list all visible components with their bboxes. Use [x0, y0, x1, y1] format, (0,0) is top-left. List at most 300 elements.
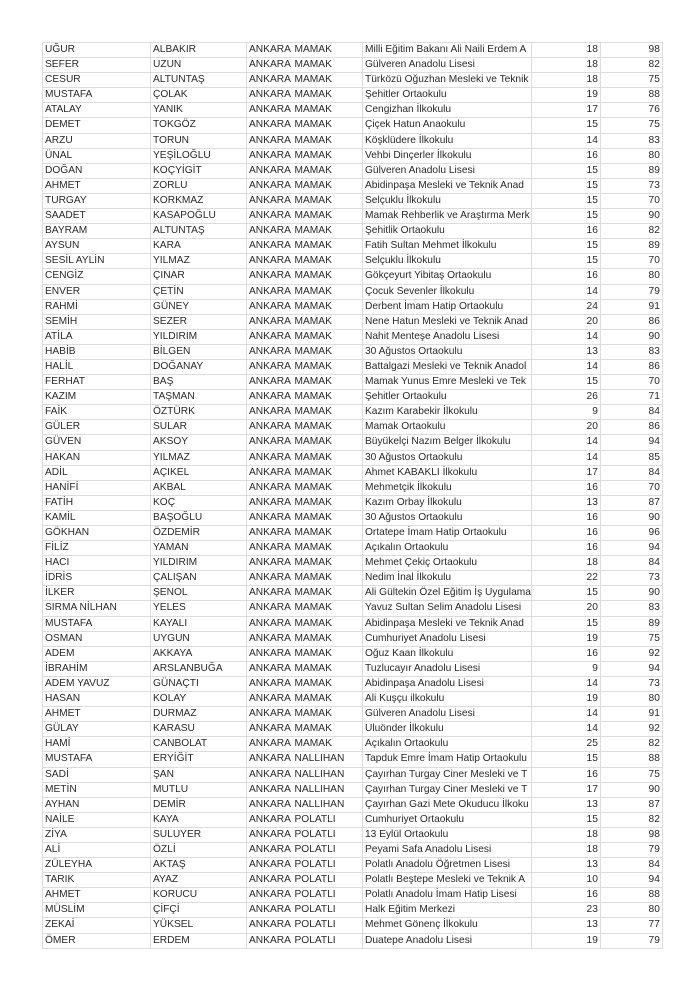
- district-cell: POLATLI: [293, 812, 363, 827]
- table-row: [43, 526, 663, 541]
- first-name-cell: ADEM: [43, 646, 151, 661]
- last-name-cell: ZORLU: [151, 178, 247, 193]
- value-b-cell: 90: [600, 510, 662, 525]
- province-cell: ANKARA: [247, 465, 293, 480]
- province-cell: ANKARA: [247, 435, 293, 450]
- school-cell: Polatlı Beştepe Mesleki ve Teknik A: [363, 873, 532, 888]
- first-name-cell: HACI: [43, 556, 151, 571]
- value-a-cell: 15: [531, 812, 600, 827]
- first-name-cell: SADİ: [43, 767, 151, 782]
- value-a-cell: 14: [531, 450, 600, 465]
- province-cell: ANKARA: [247, 827, 293, 842]
- value-a-cell: 20: [531, 420, 600, 435]
- first-name-cell: SEMİH: [43, 314, 151, 329]
- first-name-cell: DEMET: [43, 118, 151, 133]
- first-name-cell: SEFER: [43, 58, 151, 73]
- school-cell: Gülveren Anadolu Lisesi: [363, 163, 532, 178]
- province-cell: ANKARA: [247, 646, 293, 661]
- first-name-cell: ADİL: [43, 465, 151, 480]
- table-row: [43, 239, 663, 254]
- value-b-cell: 80: [600, 903, 662, 918]
- district-cell: MAMAK: [293, 58, 363, 73]
- first-name-cell: GÜVEN: [43, 435, 151, 450]
- table-row: [43, 193, 663, 208]
- district-cell: MAMAK: [293, 631, 363, 646]
- value-a-cell: 15: [531, 586, 600, 601]
- table-row: [43, 752, 663, 767]
- school-cell: 30 Ağustos Ortaokulu: [363, 510, 532, 525]
- value-a-cell: 13: [531, 344, 600, 359]
- last-name-cell: TORUN: [151, 133, 247, 148]
- first-name-cell: METİN: [43, 782, 151, 797]
- school-cell: Yavuz Sultan Selim Anadolu Lisesi: [363, 601, 532, 616]
- province-cell: ANKARA: [247, 541, 293, 556]
- first-name-cell: CESUR: [43, 73, 151, 88]
- value-b-cell: 73: [600, 676, 662, 691]
- first-name-cell: İDRİS: [43, 571, 151, 586]
- table-row: [43, 359, 663, 374]
- district-cell: MAMAK: [293, 526, 363, 541]
- value-a-cell: 17: [531, 103, 600, 118]
- district-cell: POLATLI: [293, 888, 363, 903]
- province-cell: ANKARA: [247, 420, 293, 435]
- district-cell: MAMAK: [293, 556, 363, 571]
- table-row: [43, 314, 663, 329]
- table-row: [43, 541, 663, 556]
- school-cell: Gülveren Anadolu Lisesi: [363, 707, 532, 722]
- value-b-cell: 79: [600, 842, 662, 857]
- value-a-cell: 15: [531, 375, 600, 390]
- value-b-cell: 79: [600, 933, 662, 948]
- first-name-cell: FATİH: [43, 495, 151, 510]
- district-cell: MAMAK: [293, 375, 363, 390]
- value-a-cell: 16: [531, 767, 600, 782]
- last-name-cell: KORUCU: [151, 888, 247, 903]
- value-a-cell: 15: [531, 163, 600, 178]
- district-cell: MAMAK: [293, 571, 363, 586]
- last-name-cell: ÇOLAK: [151, 88, 247, 103]
- last-name-cell: BAŞ: [151, 375, 247, 390]
- table-row: [43, 797, 663, 812]
- value-b-cell: 75: [600, 73, 662, 88]
- last-name-cell: SULUYER: [151, 827, 247, 842]
- province-cell: ANKARA: [247, 797, 293, 812]
- table-row: [43, 375, 663, 390]
- table-row: [43, 405, 663, 420]
- value-a-cell: 15: [531, 178, 600, 193]
- district-cell: MAMAK: [293, 118, 363, 133]
- value-a-cell: 16: [531, 480, 600, 495]
- district-cell: POLATLI: [293, 842, 363, 857]
- province-cell: ANKARA: [247, 239, 293, 254]
- province-cell: ANKARA: [247, 269, 293, 284]
- table-row: [43, 284, 663, 299]
- district-cell: MAMAK: [293, 133, 363, 148]
- last-name-cell: YANIK: [151, 103, 247, 118]
- district-cell: POLATLI: [293, 903, 363, 918]
- value-b-cell: 91: [600, 299, 662, 314]
- last-name-cell: ÇINAR: [151, 269, 247, 284]
- first-name-cell: MUSTAFA: [43, 88, 151, 103]
- table-row: [43, 586, 663, 601]
- school-cell: Derbent İmam Hatip Ortaokulu: [363, 299, 532, 314]
- value-a-cell: 16: [531, 510, 600, 525]
- district-cell: MAMAK: [293, 601, 363, 616]
- value-a-cell: 16: [531, 224, 600, 239]
- table-row: [43, 88, 663, 103]
- school-cell: Selçuklu İlkokulu: [363, 254, 532, 269]
- value-a-cell: 14: [531, 359, 600, 374]
- value-a-cell: 15: [531, 193, 600, 208]
- province-cell: ANKARA: [247, 812, 293, 827]
- district-cell: MAMAK: [293, 163, 363, 178]
- district-cell: MAMAK: [293, 737, 363, 752]
- value-b-cell: 94: [600, 541, 662, 556]
- province-cell: ANKARA: [247, 571, 293, 586]
- last-name-cell: ÇALIŞAN: [151, 571, 247, 586]
- school-cell: Gülveren Anadolu Lisesi: [363, 58, 532, 73]
- last-name-cell: GÜNAÇTI: [151, 676, 247, 691]
- first-name-cell: DOĞAN: [43, 163, 151, 178]
- province-cell: ANKARA: [247, 631, 293, 646]
- value-a-cell: 18: [531, 842, 600, 857]
- last-name-cell: KOÇYİGİT: [151, 163, 247, 178]
- district-cell: MAMAK: [293, 209, 363, 224]
- district-cell: MAMAK: [293, 435, 363, 450]
- table-row: [43, 420, 663, 435]
- province-cell: ANKARA: [247, 375, 293, 390]
- school-cell: Duatepe Anadolu Lisesi: [363, 933, 532, 948]
- last-name-cell: ÇETİN: [151, 284, 247, 299]
- table-row: [43, 103, 663, 118]
- value-b-cell: 87: [600, 797, 662, 812]
- value-b-cell: 79: [600, 284, 662, 299]
- province-cell: ANKARA: [247, 722, 293, 737]
- table-row: [43, 707, 663, 722]
- province-cell: ANKARA: [247, 933, 293, 948]
- first-name-cell: KAMİL: [43, 510, 151, 525]
- province-cell: ANKARA: [247, 586, 293, 601]
- school-cell: Nene Hatun Mesleki ve Teknik Anad: [363, 314, 532, 329]
- first-name-cell: GÖKHAN: [43, 526, 151, 541]
- last-name-cell: AKBAL: [151, 480, 247, 495]
- value-a-cell: 13: [531, 495, 600, 510]
- table-row: [43, 873, 663, 888]
- value-b-cell: 75: [600, 118, 662, 133]
- first-name-cell: FİLİZ: [43, 541, 151, 556]
- last-name-cell: DEMİR: [151, 797, 247, 812]
- value-b-cell: 89: [600, 163, 662, 178]
- district-cell: MAMAK: [293, 707, 363, 722]
- district-cell: MAMAK: [293, 420, 363, 435]
- value-b-cell: 86: [600, 314, 662, 329]
- last-name-cell: YAMAN: [151, 541, 247, 556]
- value-a-cell: 22: [531, 571, 600, 586]
- province-cell: ANKARA: [247, 767, 293, 782]
- value-a-cell: 15: [531, 209, 600, 224]
- first-name-cell: HABİB: [43, 344, 151, 359]
- value-a-cell: 13: [531, 858, 600, 873]
- table-row: [43, 571, 663, 586]
- table-row: [43, 556, 663, 571]
- first-name-cell: AHMET: [43, 178, 151, 193]
- district-cell: MAMAK: [293, 359, 363, 374]
- school-cell: Köşklüdere İlkokulu: [363, 133, 532, 148]
- table-row: [43, 254, 663, 269]
- table-row: [43, 73, 663, 88]
- value-b-cell: 75: [600, 767, 662, 782]
- table-row: [43, 435, 663, 450]
- district-cell: MAMAK: [293, 405, 363, 420]
- value-a-cell: 26: [531, 390, 600, 405]
- value-a-cell: 16: [531, 888, 600, 903]
- first-name-cell: MÜSLİM: [43, 903, 151, 918]
- last-name-cell: YELES: [151, 601, 247, 616]
- value-a-cell: 19: [531, 692, 600, 707]
- value-b-cell: 87: [600, 495, 662, 510]
- school-cell: Gökçeyurt Yibitaş Ortaokulu: [363, 269, 532, 284]
- value-b-cell: 73: [600, 571, 662, 586]
- table-row: [43, 209, 663, 224]
- last-name-cell: YÜKSEL: [151, 918, 247, 933]
- province-cell: ANKARA: [247, 118, 293, 133]
- school-cell: Ali Gültekin Özel Eğitim İş Uygulama: [363, 586, 532, 601]
- province-cell: ANKARA: [247, 480, 293, 495]
- district-cell: MAMAK: [293, 43, 363, 58]
- value-b-cell: 73: [600, 178, 662, 193]
- school-cell: Tuzlucayır Anadolu Lisesi: [363, 661, 532, 676]
- province-cell: ANKARA: [247, 193, 293, 208]
- district-cell: MAMAK: [293, 344, 363, 359]
- province-cell: ANKARA: [247, 314, 293, 329]
- first-name-cell: ZİYA: [43, 827, 151, 842]
- last-name-cell: KASAPOĞLU: [151, 209, 247, 224]
- table-row: [43, 133, 663, 148]
- province-cell: ANKARA: [247, 148, 293, 163]
- last-name-cell: ALBAKIR: [151, 43, 247, 58]
- last-name-cell: KORKMAZ: [151, 193, 247, 208]
- value-a-cell: 14: [531, 329, 600, 344]
- first-name-cell: İBRAHİM: [43, 661, 151, 676]
- last-name-cell: ÖZLİ: [151, 842, 247, 857]
- province-cell: ANKARA: [247, 752, 293, 767]
- district-cell: MAMAK: [293, 284, 363, 299]
- school-cell: 30 Ağustos Ortaokulu: [363, 450, 532, 465]
- school-cell: Mehmetçik İlkokulu: [363, 480, 532, 495]
- school-cell: Nedim İnal İlkokulu: [363, 571, 532, 586]
- first-name-cell: ADEM YAVUZ: [43, 676, 151, 691]
- value-a-cell: 15: [531, 254, 600, 269]
- value-b-cell: 71: [600, 390, 662, 405]
- first-name-cell: ZÜLEYHA: [43, 858, 151, 873]
- school-cell: Ahmet KABAKLI İlkokulu: [363, 465, 532, 480]
- value-b-cell: 82: [600, 737, 662, 752]
- province-cell: ANKARA: [247, 58, 293, 73]
- last-name-cell: SULAR: [151, 420, 247, 435]
- last-name-cell: SEZER: [151, 314, 247, 329]
- last-name-cell: YEŞİLOĞLU: [151, 148, 247, 163]
- table-row: [43, 510, 663, 525]
- school-cell: Cumhuriyet Anadolu Lisesi: [363, 631, 532, 646]
- last-name-cell: ARSLANBUĞA: [151, 661, 247, 676]
- school-cell: Halk Eğitim Merkezi: [363, 903, 532, 918]
- table-row: [43, 390, 663, 405]
- value-b-cell: 89: [600, 239, 662, 254]
- table-row: [43, 661, 663, 676]
- table-row: [43, 933, 663, 948]
- province-cell: ANKARA: [247, 299, 293, 314]
- first-name-cell: HAKAN: [43, 450, 151, 465]
- value-a-cell: 15: [531, 239, 600, 254]
- value-a-cell: 17: [531, 782, 600, 797]
- district-cell: MAMAK: [293, 239, 363, 254]
- last-name-cell: ALTUNTAŞ: [151, 224, 247, 239]
- last-name-cell: AKTAŞ: [151, 858, 247, 873]
- province-cell: ANKARA: [247, 284, 293, 299]
- district-cell: MAMAK: [293, 692, 363, 707]
- table-row: [43, 692, 663, 707]
- first-name-cell: FAİK: [43, 405, 151, 420]
- district-cell: POLATLI: [293, 827, 363, 842]
- province-cell: ANKARA: [247, 692, 293, 707]
- province-cell: ANKARA: [247, 73, 293, 88]
- first-name-cell: TARIK: [43, 873, 151, 888]
- value-a-cell: 13: [531, 918, 600, 933]
- first-name-cell: AHMET: [43, 888, 151, 903]
- first-name-cell: GÜLER: [43, 420, 151, 435]
- district-cell: NALLIHAN: [293, 752, 363, 767]
- last-name-cell: YILMAZ: [151, 254, 247, 269]
- province-cell: ANKARA: [247, 103, 293, 118]
- value-b-cell: 90: [600, 586, 662, 601]
- province-cell: ANKARA: [247, 510, 293, 525]
- table-row: [43, 465, 663, 480]
- last-name-cell: TAŞMAN: [151, 390, 247, 405]
- value-b-cell: 91: [600, 707, 662, 722]
- province-cell: ANKARA: [247, 88, 293, 103]
- value-b-cell: 88: [600, 888, 662, 903]
- province-cell: ANKARA: [247, 163, 293, 178]
- last-name-cell: MUTLU: [151, 782, 247, 797]
- school-cell: Şehitler Ortaokulu: [363, 390, 532, 405]
- table-row: [43, 827, 663, 842]
- value-b-cell: 76: [600, 103, 662, 118]
- first-name-cell: FERHAT: [43, 375, 151, 390]
- table-row: [43, 269, 663, 284]
- value-b-cell: 84: [600, 556, 662, 571]
- last-name-cell: ŞENOL: [151, 586, 247, 601]
- district-cell: MAMAK: [293, 314, 363, 329]
- first-name-cell: ENVER: [43, 284, 151, 299]
- school-cell: Uluönder İlkokulu: [363, 722, 532, 737]
- table-row: [43, 737, 663, 752]
- province-cell: ANKARA: [247, 405, 293, 420]
- table-row: [43, 782, 663, 797]
- province-cell: ANKARA: [247, 918, 293, 933]
- district-cell: MAMAK: [293, 103, 363, 118]
- value-b-cell: 70: [600, 375, 662, 390]
- first-name-cell: ZEKAİ: [43, 918, 151, 933]
- value-a-cell: 16: [531, 646, 600, 661]
- school-cell: Mamak Ortaokulu: [363, 420, 532, 435]
- value-a-cell: 16: [531, 541, 600, 556]
- school-cell: Açıkalın Ortaokulu: [363, 737, 532, 752]
- value-b-cell: 82: [600, 812, 662, 827]
- value-a-cell: 15: [531, 616, 600, 631]
- district-cell: MAMAK: [293, 269, 363, 284]
- data-table: [42, 42, 663, 949]
- school-cell: Ortatepe İmam Hatip Ortaokulu: [363, 526, 532, 541]
- last-name-cell: AKKAYA: [151, 646, 247, 661]
- school-cell: Cumhuriyet Ortaokulu: [363, 812, 532, 827]
- first-name-cell: ARZU: [43, 133, 151, 148]
- province-cell: ANKARA: [247, 344, 293, 359]
- first-name-cell: SAADET: [43, 209, 151, 224]
- value-a-cell: 19: [531, 631, 600, 646]
- value-b-cell: 70: [600, 193, 662, 208]
- table-row: [43, 43, 663, 58]
- value-b-cell: 80: [600, 692, 662, 707]
- value-b-cell: 84: [600, 405, 662, 420]
- first-name-cell: ÖMER: [43, 933, 151, 948]
- school-cell: Şehitlik Ortaokulu: [363, 224, 532, 239]
- province-cell: ANKARA: [247, 707, 293, 722]
- last-name-cell: DURMAZ: [151, 707, 247, 722]
- value-a-cell: 14: [531, 133, 600, 148]
- last-name-cell: KAYALI: [151, 616, 247, 631]
- value-a-cell: 14: [531, 435, 600, 450]
- province-cell: ANKARA: [247, 526, 293, 541]
- first-name-cell: AYHAN: [43, 797, 151, 812]
- value-a-cell: 18: [531, 73, 600, 88]
- last-name-cell: CANBOLAT: [151, 737, 247, 752]
- value-b-cell: 85: [600, 450, 662, 465]
- value-b-cell: 96: [600, 526, 662, 541]
- value-a-cell: 17: [531, 465, 600, 480]
- table-row: [43, 344, 663, 359]
- table-row: [43, 148, 663, 163]
- value-a-cell: 20: [531, 601, 600, 616]
- district-cell: MAMAK: [293, 722, 363, 737]
- school-cell: Nahit Menteşe Anadolu Lisesi: [363, 329, 532, 344]
- school-cell: Abidinpaşa Anadolu Lisesi: [363, 676, 532, 691]
- value-a-cell: 20: [531, 314, 600, 329]
- school-cell: Tapduk Emre İmam Hatip Ortaokulu: [363, 752, 532, 767]
- school-cell: Çayırhan Turgay Ciner Mesleki ve T: [363, 782, 532, 797]
- district-cell: MAMAK: [293, 254, 363, 269]
- last-name-cell: ŞAN: [151, 767, 247, 782]
- value-a-cell: 18: [531, 43, 600, 58]
- last-name-cell: KOÇ: [151, 495, 247, 510]
- last-name-cell: UZUN: [151, 58, 247, 73]
- school-cell: Cengizhan İlkokulu: [363, 103, 532, 118]
- value-b-cell: 90: [600, 782, 662, 797]
- school-cell: Abidinpaşa Mesleki ve Teknik Anad: [363, 616, 532, 631]
- school-cell: Kazım Karabekir İlkokulu: [363, 405, 532, 420]
- value-b-cell: 86: [600, 359, 662, 374]
- value-a-cell: 10: [531, 873, 600, 888]
- first-name-cell: ÜNAL: [43, 148, 151, 163]
- first-name-cell: BAYRAM: [43, 224, 151, 239]
- table-row: [43, 601, 663, 616]
- school-cell: Selçuklu İlkokulu: [363, 193, 532, 208]
- last-name-cell: ÖZTÜRK: [151, 405, 247, 420]
- province-cell: ANKARA: [247, 873, 293, 888]
- value-b-cell: 80: [600, 148, 662, 163]
- first-name-cell: CENGİZ: [43, 269, 151, 284]
- first-name-cell: NAİLE: [43, 812, 151, 827]
- school-cell: Battalgazi Mesleki ve Teknik Anadol: [363, 359, 532, 374]
